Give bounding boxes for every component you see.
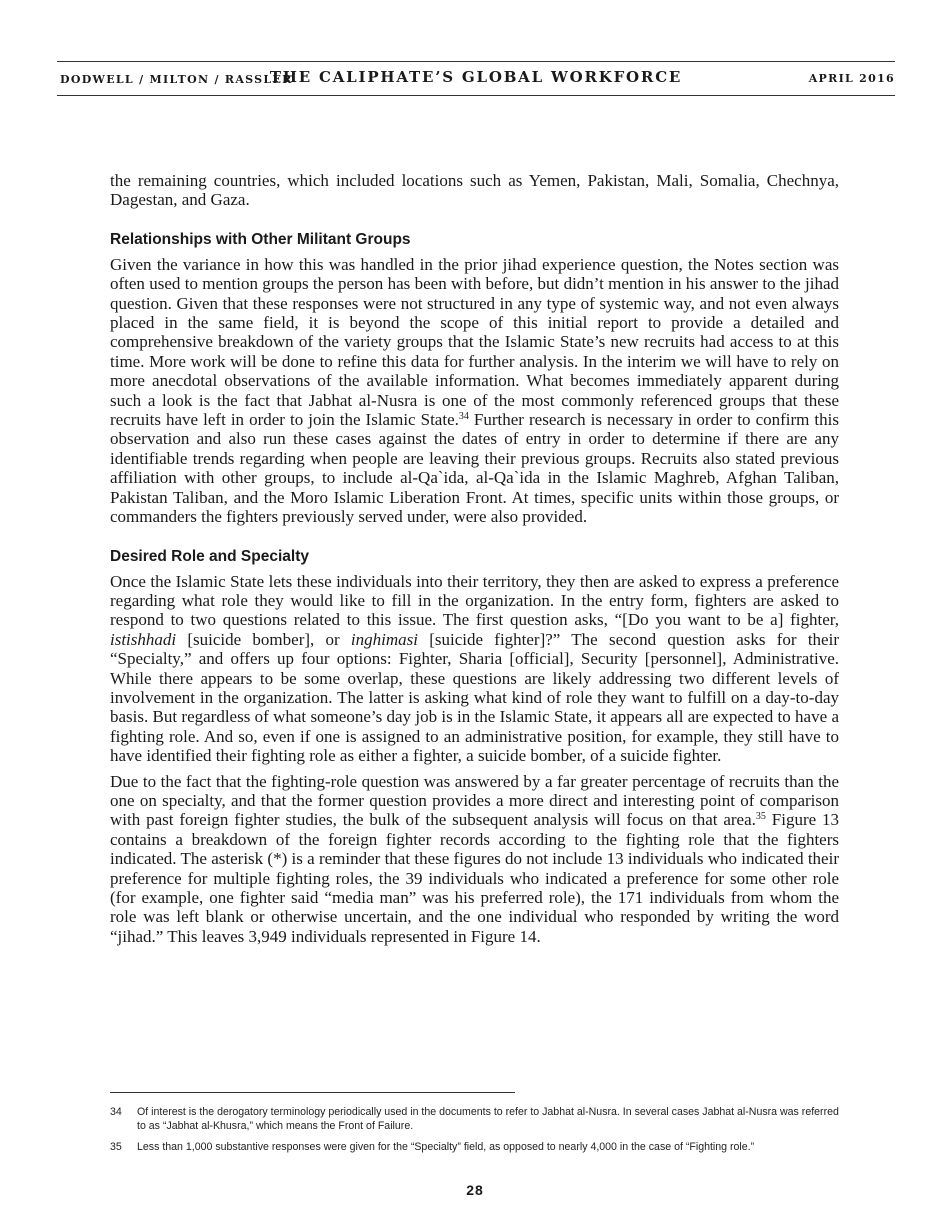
paragraph-relationships: Given the variance in how this was handled in the prior jihad experience question, the Notes section was often used to mention groups the person has been with before, but didn’t mention in his answer to the jihad question. Given that these responses were not structured in any type of systemic way, and not even always placed in the same field, it is beyond the scope of this initial report to provide a detailed and comprehensive breakdown of the variety groups that the Islamic State’s new recruits had access to at this time. More work will be done to refine this data for further analysis. In the interim we will have to rely on more anecdotal observations of the available information. What becomes immediately apparent during such a look is the fact that Jabhat al-Nusra is one of the most commonly referenced groups that these recruits have left in order to join the Islamic State.$^{34}$ Further research is necessary in order to confirm this observation and also run these cases against the dates of entry in order to determine if there are any identifiable trends regarding when people are leaving their previous groups. Recruits also stated previous affiliation with other groups, to include al-Qa`ida, al-Qa`ida in the Islamic Maghreb, Afghan Taliban, Pakistan Taliban, and the Moro Islamic Liberation Front. At times, specific units within those groups, or commanders the fighters previously served under, were also provided. — [110, 254, 839, 527]
footnote-35 — [110, 1140, 840, 1154]
page-number: 28 — [466, 1182, 484, 1198]
footnotes — [110, 1105, 840, 1161]
paragraph-fighting-role: Due to the fact that the fighting-role question was answered by a far greater percentage of recruits than the one on specialty, and that the former question provides a more direct and interesting point of comparison with past foreign fighter studies, the bulk of the subsequent analysis will focus on that area.$^{35}$ Figure 13 contains a breakdown of the foreign fighter records according to the fighting role that the fighters indicated. The asterisk (*) is a reminder that these figures do not include 13 individuals who indicated their preference for multiple fighting roles, the 39 individuals who indicated a preference for some other role (for example, one fighter said “media man” was his preferred role), the 171 individuals from whom the role was left blank or otherwise uncertain, and the one individual who responded by writing the word “jihad.” This leaves 3,949 individuals represented in Figure 14. — [110, 771, 840, 946]
footnote-text: Of interest is the derogatory terminology periodically used in the documents to refer to Jabhat al-Nusra. In several cases Jabhat al-Nusra was referred to as “Jabhat al-Khusra,” which means the Front of Failure. — [137, 1106, 839, 1132]
header-date: APRIL 2016 — [808, 72, 895, 85]
header-bottom-rule — [57, 95, 895, 96]
footnote-text: Less than 1,000 substantive responses were given for the “Specialty” field, as opposed to nearly 4,000 in the case of “Fighting role.” — [137, 1141, 755, 1153]
footnote-ref-35[interactable]: 35 — [755, 811, 766, 823]
section-heading-desired-role: Desired Role and Specialty — [110, 547, 309, 565]
main-text — [110, 171, 839, 946]
paragraph-continued: the remaining countries, which included locations such as Yemen, Pakistan, Mali, Somalia, Chechnya, Dagestan, and Gaza. — [110, 171, 839, 210]
running-header — [57, 62, 895, 95]
header-title: THE CALIPHATE’S GLOBAL WORKFORCE — [269, 68, 683, 86]
section-heading-relationships: Relationships with Other Militant Groups — [110, 230, 411, 248]
footnote-number: 35 — [110, 1141, 122, 1153]
footnote-ref-34[interactable]: 34 — [458, 411, 469, 423]
footnote-34 — [110, 1105, 840, 1133]
header-authors: DODWELL / MILTON / RASSLER — [60, 73, 293, 86]
footnote-number: 34 — [110, 1106, 122, 1118]
paragraph-desired-role: Once the Islamic State lets these individuals into their territory, they then are asked to express a preference regarding what role they would like to fill in the organization. In the entry form, fighters are asked to respond to two questions related to this issue. The first question asks, “[Do you want to be a] fighter, istishhadi [suicide bomber], or inghimasi [suicide fighter]?” The second question asks for their “Specialty,” and offers up four options: Fighter, Sharia [official], Security [personnel], Administrative. While there appears to be some overlap, these questions are likely addressing two different levels of involvement in the organization. The latter is asking what kind of role they want to fulfill on a day-to-day basis. But regardless of what someone’s day job is in the Islamic State, it appears all are expected to have a fighting role. And so, even if one is assigned to an administrative position, for example, they still have to have identified their fighting role as either a fighter, a suicide bomber, of a suicide fighter. — [110, 571, 839, 766]
footnote-rule — [110, 1092, 515, 1093]
